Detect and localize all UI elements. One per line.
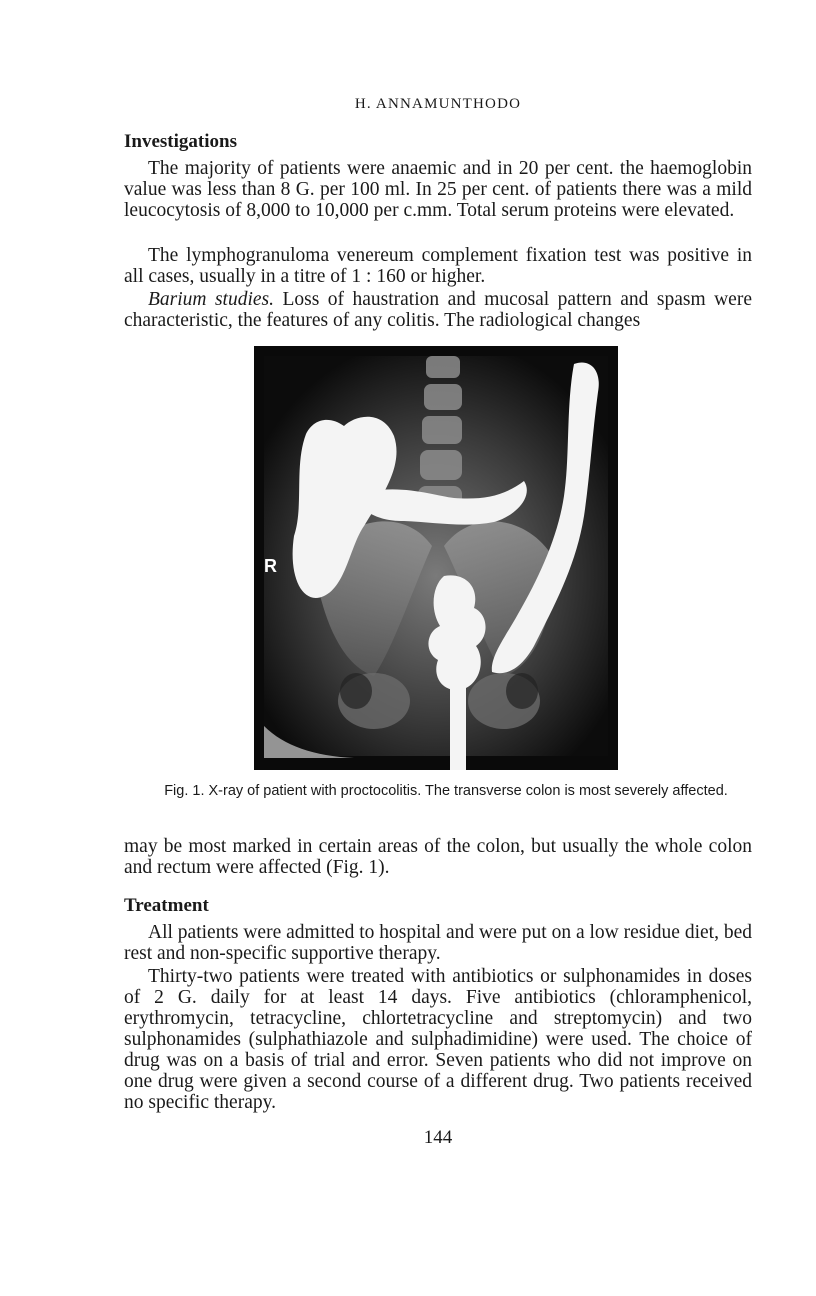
paragraph-treatment-2: Thirty-two patients were treated with antibiotics or sulphonamides in doses of 2 G. daily for at least 14 days. Five antibiotics (chloramphenicol, erythromycin, tetracycline, chlortetracycline and streptomycin) and two sulphonamides (sulphathiazole and sulphadimidine) were used. The choice of drug was on a basis of trial and error. Seven patients who did not improve on one drug were given a second course of a different drug. Two patients received no specific therapy. <box>124 966 752 1113</box>
heading-treatment: Treatment <box>124 895 209 916</box>
barium-studies-text: Loss of haustration and mucosal pattern and spasm were characteristic, the features of any colitis. The radiological changes <box>124 289 752 331</box>
page-number: 144 <box>423 1127 453 1148</box>
paragraph-treatment-1: All patients were admitted to hospital and were put on a low residue diet, bed rest and non-specific supportive therapy. <box>124 922 752 964</box>
heading-investigations: Investigations <box>124 131 237 152</box>
paragraph-investigations-1: The majority of patients were anaemic and in 20 per cent. the haemoglobin value was less than 8 G. per 100 ml. In 25 per cent. of patients there was a mild leucocytosis of 8,000 to 10,000 per c.mm. Total serum proteins were elevated. <box>124 158 752 221</box>
xray-side-marker: R <box>264 556 277 576</box>
running-head: H. ANNAMUNTHODO <box>354 96 522 112</box>
xray-image <box>254 346 618 770</box>
figure-caption: Fig. 1. X-ray of patient with proctocolitis. The transverse colon is most severely affected. <box>164 783 728 799</box>
paragraph-investigations-continued: may be most marked in certain areas of the colon, but usually the whole colon and rectum were affected (Fig. 1). <box>124 836 752 878</box>
paragraph-barium-studies <box>124 289 752 331</box>
paragraph-investigations-2: The lymphogranuloma venereum complement fixation test was positive in all cases, usually in a titre of 1 : 160 or higher. <box>124 245 752 287</box>
xray-figure <box>254 346 618 770</box>
barium-studies-lead: Barium studies. <box>148 289 275 310</box>
